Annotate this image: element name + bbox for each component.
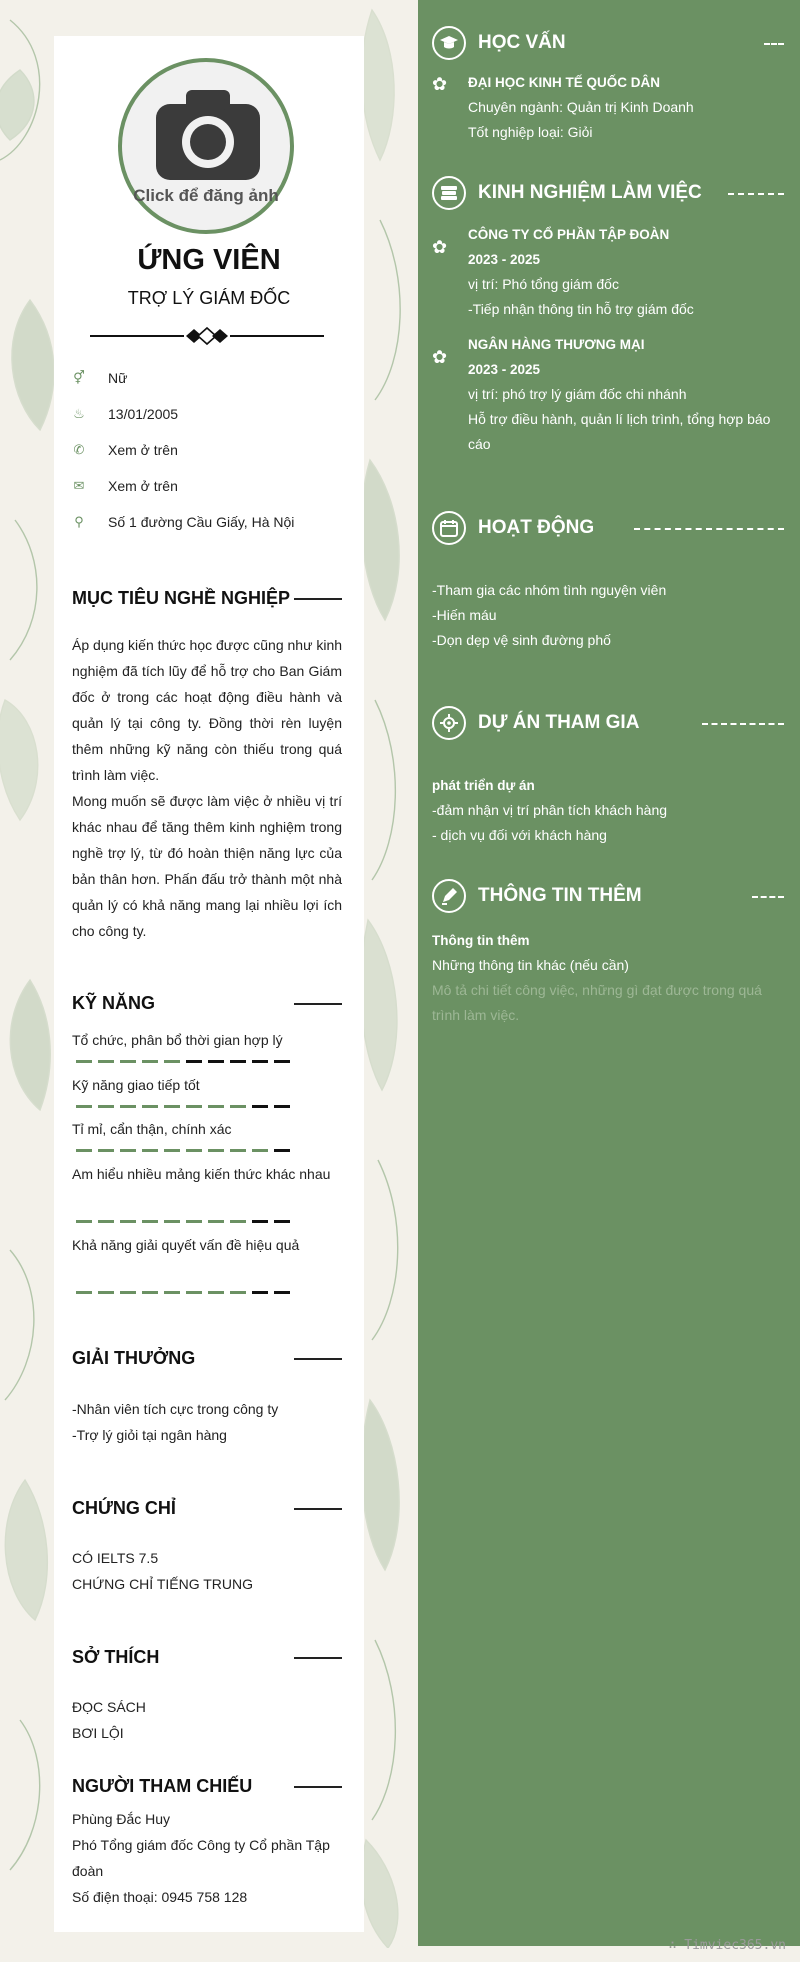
skill-level-segment — [208, 1060, 224, 1063]
certificates-heading: CHỨNG CHỈ — [72, 1498, 342, 1519]
skill-level-bar — [76, 1060, 290, 1064]
skill-level-segment — [164, 1105, 180, 1108]
extra-subtitle: Thông tin thêm — [432, 933, 530, 948]
flower-icon: ✿ — [432, 347, 448, 367]
skill-level-segment — [230, 1291, 246, 1294]
skill-level-segment — [164, 1291, 180, 1294]
avatar-caption: Click để đăng ảnh — [133, 186, 279, 205]
gear-globe-icon — [432, 706, 466, 740]
skill-level-segment — [186, 1149, 202, 1152]
skill-level-segment — [274, 1220, 290, 1223]
skill-level-segment — [186, 1220, 202, 1223]
gender-icon: ⚥ — [73, 370, 85, 385]
references-block[interactable] — [72, 1806, 342, 1910]
extra-line: Những thông tin khác (nếu cần) — [432, 957, 629, 973]
list-item: CHỨNG CHỈ TIẾNG TRUNG — [72, 1576, 254, 1592]
skill-level-segment — [186, 1291, 202, 1294]
name-divider — [90, 326, 324, 346]
skill-level-segment — [98, 1105, 114, 1108]
education-entry[interactable]: ĐẠI HỌC KINH TẾ QUỐC DÂN Chuyên ngành: Quản trị Kinh Doanh Tốt nghiệp loại: Giỏi — [468, 75, 694, 140]
skill-level-segment — [142, 1060, 158, 1063]
extra-placeholder: Mô tả chi tiết công việc, những gì đạt được trong quá trình làm việc. — [432, 982, 762, 1023]
skill-level-segment — [252, 1060, 268, 1063]
skill-level-segment — [208, 1220, 224, 1223]
list-item: -đảm nhận vị trí phân tích khách hàng — [432, 802, 668, 818]
skill-level-segment — [208, 1105, 224, 1108]
contact-email[interactable]: ✉ Xem ở trên — [73, 478, 178, 494]
books-icon — [432, 176, 466, 210]
list-item: -Trợ lý giỏi tại ngân hàng — [72, 1427, 227, 1443]
list-item: -Hiến máu — [432, 607, 497, 623]
extra-info-heading: THÔNG TIN THÊM — [432, 879, 784, 917]
skill-level-bar — [76, 1149, 290, 1153]
skill-level-segment — [142, 1149, 158, 1152]
avatar-upload[interactable] — [118, 58, 294, 234]
skill-level-segment — [274, 1105, 290, 1108]
hobbies-list[interactable] — [72, 1694, 146, 1746]
activities-heading: HOẠT ĐỘNG — [432, 511, 784, 549]
skill-level-segment — [120, 1220, 136, 1223]
skill-level-segment — [76, 1291, 92, 1294]
skill-name[interactable]: Am hiểu nhiều mảng kiến thức khác nhau — [72, 1166, 331, 1182]
reference-phone: Số điện thoại: 0945 758 128 — [72, 1889, 248, 1905]
skill-level-segment — [230, 1220, 246, 1223]
skill-name[interactable]: Kỹ năng giao tiếp tốt — [72, 1077, 200, 1093]
skill-name[interactable]: Tỉ mỉ, cẩn thận, chính xác — [72, 1121, 232, 1137]
references-heading: NGƯỜI THAM CHIẾU — [72, 1776, 342, 1797]
map-pin-icon: ⚲ — [74, 514, 84, 529]
project-name: phát triển dự án — [432, 778, 535, 793]
skill-level-segment — [230, 1149, 246, 1152]
skill-level-segment — [120, 1105, 136, 1108]
skill-level-bar — [76, 1291, 290, 1295]
objective-text[interactable]: Áp dụng kiến thức học được cũng như kinh nghiệm đã tích lũy để hỗ trợ cho Ban Giám đốc ở trong các hoạt động điều hành và quản lý tại công ty. Đồng thời rèn luyện thêm những kỹ năng còn thiếu trong quá trình làm việc. Mong muốn sẽ được làm việc ở nhiều vị trí khác nhau để tăng thêm kinh nghiệm trong nghề trợ lý, từ đó hoàn thiện năng lực của bản thân hơn. Phấn đấu trở thành một nhà quản lý có khả năng mang lại nhiều lợi ích cho công ty. — [72, 637, 343, 939]
reference-role: Phó Tổng giám đốc Công ty Cổ phần Tập đoàn — [72, 1837, 330, 1879]
skill-level-segment — [76, 1060, 92, 1063]
list-item: -Nhân viên tích cực trong công ty — [72, 1401, 279, 1417]
projects-block[interactable] — [432, 773, 784, 848]
contact-phone[interactable]: ✆ Xem ở trên — [73, 442, 178, 458]
skill-level-segment — [164, 1060, 180, 1063]
projects-heading: DỰ ÁN THAM GIA — [432, 706, 784, 744]
experience-entry[interactable]: NGÂN HÀNG THƯƠNG MẠI 2023 - 2025 vị trí: phó trợ lý giám đốc chi nhánh Hỗ trợ điều hành, quản lí lịch trình, tổng hợp báo cáo — [468, 337, 771, 452]
skill-level-segment — [98, 1291, 114, 1294]
birthday-cake-icon: ♨ — [73, 406, 85, 421]
skill-name[interactable]: Khả năng giải quyết vấn đề hiệu quả — [72, 1237, 300, 1253]
skill-level-segment — [98, 1220, 114, 1223]
calendar-icon — [432, 511, 466, 545]
list-item: BƠI LỘI — [72, 1725, 124, 1741]
candidate-name[interactable]: ỨNG VIÊN — [137, 244, 281, 276]
activities-list[interactable] — [432, 578, 784, 653]
skill-level-segment — [76, 1149, 92, 1152]
skill-level-segment — [274, 1060, 290, 1063]
skill-level-segment — [274, 1149, 290, 1152]
skill-level-bar — [76, 1105, 290, 1109]
phone-icon: ✆ — [73, 442, 85, 457]
pen-icon — [432, 879, 466, 913]
graduation-cap-icon — [432, 26, 466, 60]
skill-level-segment — [120, 1149, 136, 1152]
awards-heading: GIẢI THƯỞNG — [72, 1348, 342, 1369]
skill-level-segment — [252, 1105, 268, 1108]
skill-level-segment — [120, 1291, 136, 1294]
skill-level-segment — [142, 1220, 158, 1223]
contact-address[interactable]: ⚲ Số 1 đường Cầu Giấy, Hà Nội — [72, 511, 294, 533]
awards-list[interactable] — [72, 1396, 278, 1448]
skill-name[interactable]: Tổ chức, phân bổ thời gian hợp lý — [72, 1032, 283, 1048]
skill-level-segment — [208, 1149, 224, 1152]
skill-level-segment — [98, 1149, 114, 1152]
reference-name: Phùng Đắc Huy — [72, 1811, 171, 1827]
skills-heading: KỸ NĂNG — [72, 993, 342, 1014]
skill-level-segment — [76, 1105, 92, 1108]
footer-brand: ∴ Timviec365.vn — [668, 1938, 786, 1953]
skill-level-segment — [230, 1105, 246, 1108]
list-item: - dịch vụ đối với khách hàng — [432, 827, 607, 843]
list-item: -Tham gia các nhóm tình nguyện viên — [432, 582, 667, 598]
objective-heading: MỤC TIÊU NGHỀ NGHIỆP — [72, 588, 342, 609]
skill-level-segment — [230, 1060, 246, 1063]
envelope-icon: ✉ — [73, 478, 85, 493]
list-item: ĐỌC SÁCH — [72, 1699, 146, 1715]
candidate-position[interactable]: TRỢ LÝ GIÁM ĐỐC — [127, 288, 291, 308]
skill-level-segment — [186, 1060, 202, 1063]
skill-level-segment — [252, 1291, 268, 1294]
hobbies-heading: SỞ THÍCH — [72, 1647, 342, 1668]
list-item: -Dọn dẹp vệ sinh đường phố — [432, 632, 611, 648]
skill-level-segment — [208, 1291, 224, 1294]
skill-level-segment — [98, 1060, 114, 1063]
skill-level-segment — [252, 1149, 268, 1152]
flower-icon: ✿ — [432, 74, 448, 94]
experience-heading: KINH NGHIỆM LÀM VIỆC — [432, 176, 784, 214]
skill-level-segment — [186, 1105, 202, 1108]
camera-icon — [156, 88, 260, 180]
skill-level-segment — [76, 1220, 92, 1223]
extra-info-block[interactable] — [432, 928, 784, 1028]
skill-level-segment — [252, 1220, 268, 1223]
contact-birthday[interactable]: ♨ 13/01/2005 — [73, 406, 179, 422]
skill-level-segment — [164, 1149, 180, 1152]
skill-level-segment — [164, 1220, 180, 1223]
skill-level-bar — [76, 1220, 290, 1224]
experience-entry[interactable]: CÔNG TY CỔ PHẦN TẬP ĐOÀN 2023 - 2025 vị trí: Phó tổng giám đốc -Tiếp nhận thông tin hỗ trợ giám đốc — [468, 227, 694, 317]
skill-level-segment — [142, 1105, 158, 1108]
flower-icon: ✿ — [432, 237, 448, 257]
skill-level-segment — [274, 1291, 290, 1294]
certificates-list[interactable] — [72, 1545, 253, 1597]
contact-gender[interactable]: ⚥ Nữ — [73, 370, 128, 386]
skill-level-segment — [142, 1291, 158, 1294]
list-item: CÓ IELTS 7.5 — [72, 1550, 159, 1566]
education-heading: HỌC VẤN — [432, 26, 784, 64]
skill-level-segment — [120, 1060, 136, 1063]
